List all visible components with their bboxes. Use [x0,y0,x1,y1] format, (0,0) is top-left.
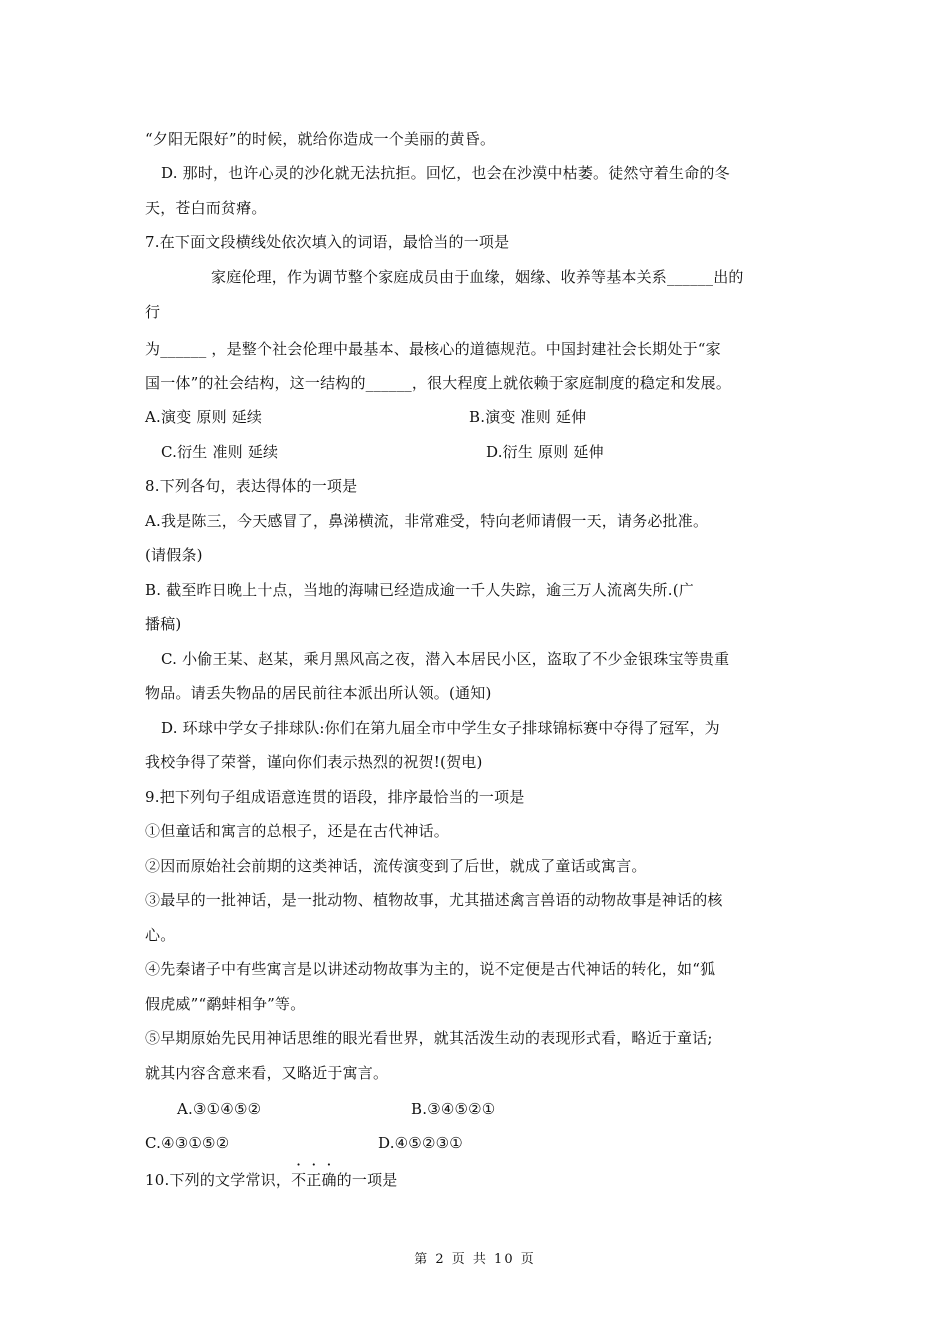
question-7-stem: 7.在下面文段横线处依次填入的词语，最恰当的一项是 [145,233,510,251]
text-line: 国一体”的社会结构，这一结构的______，很大程度上就依赖于家庭制度的稳定和发展。 [145,374,732,392]
question-8-stem: 8.下列各句，表达得体的一项是 [145,477,358,495]
text-line: 心。 [145,926,176,944]
option-b: B.③④⑤②① [411,1100,496,1118]
text-line: 天，苍白而贫瘠。 [145,199,267,217]
text-line: 行 [145,303,161,321]
text-line: 假虎威”“鹬蚌相争”等。 [145,995,306,1013]
sentence-3: ③最早的一批神话，是一批动物、植物故事，尤其描述禽言兽语的动物故事是神话的核 [145,891,723,909]
option-b: B. 截至昨日晚上十点，当地的海啸已经造成逾一千人失踪，逾三万人流离失所.(广 [145,581,694,599]
text-line: 家庭伦理，作为调节整个家庭成员由于血缘，姻缘、收养等基本关系______出的 [211,268,744,286]
option-a: A.③①④⑤② [177,1100,262,1118]
text-line: 就其内容含意来看，又略近于寓言。 [145,1064,389,1082]
option-c: C. 小偷王某、赵某，乘月黑风高之夜，潜入本居民小区，盗取了不少金银珠宝等贵重 [161,650,730,668]
sentence-4: ④先秦诸子中有些寓言是以讲述动物故事为主的，说不定便是古代神话的转化，如“狐 [145,960,716,978]
text-line: (请假条) [145,546,203,564]
question-9-stem: 9.把下列句子组成语意连贯的语段，排序最恰当的一项是 [145,788,525,806]
text-line: 物品。请丢失物品的居民前往本派出所认领。(通知) [145,684,492,702]
emphasis-char: 不 [291,1171,307,1189]
option-a: A.我是陈三，今天感冒了，鼻涕横流，非常难受，特向老师请假一天，请务必批准。 [145,512,709,530]
text-line: 为______ ，是整个社会伦理中最基本、最核心的道德规范。中国封建社会长期处于“家 [145,340,721,358]
question-10-stem [145,1170,397,1190]
option-b: B.演变 准则 延伸 [469,408,587,426]
option-c: C.衍生 准则 延续 [161,443,279,461]
text-line: 播稿) [145,615,182,633]
emphasis-char: 正 [306,1171,322,1189]
text-segment: 的一项是 [336,1171,398,1189]
option-a: A.演变 原则 延续 [145,408,263,426]
sentence-2: ②因而原始社会前期的这类神话，流传演变到了后世，就成了童话或寓言。 [145,857,647,875]
sentence-5: ⑤早期原始先民用神话思维的眼光看世界，就其活泼生动的表现形式看，略近于童话; [145,1029,713,1047]
text-line: “夕阳无限好”的时候，就给你造成一个美丽的黄昏。 [145,130,496,148]
page-footer: 第 2 页 共 10 页 [414,1252,536,1267]
text-segment: 10.下列的文学常识， [145,1171,292,1189]
option-c: C.④③①⑤② [145,1134,230,1152]
text-line: 我校争得了荣誉，谨向你们表示热烈的祝贺!(贺电) [145,753,483,771]
option-d: D.④⑤②③① [378,1134,463,1152]
emphasis-char: 确 [321,1171,337,1189]
option-d: D.衍生 原则 延伸 [486,443,604,461]
option-d: D. 环球中学女子排球队:你们在第九届全市中学生女子排球锦标赛中夺得了冠军，为 [161,719,720,737]
sentence-1: ①但童话和寓言的总根子，还是在古代神话。 [145,822,450,840]
text-line: D. 那时，也许心灵的沙化就无法抗拒。回忆，也会在沙漠中枯萎。徒然守着生命的冬 [161,164,730,182]
